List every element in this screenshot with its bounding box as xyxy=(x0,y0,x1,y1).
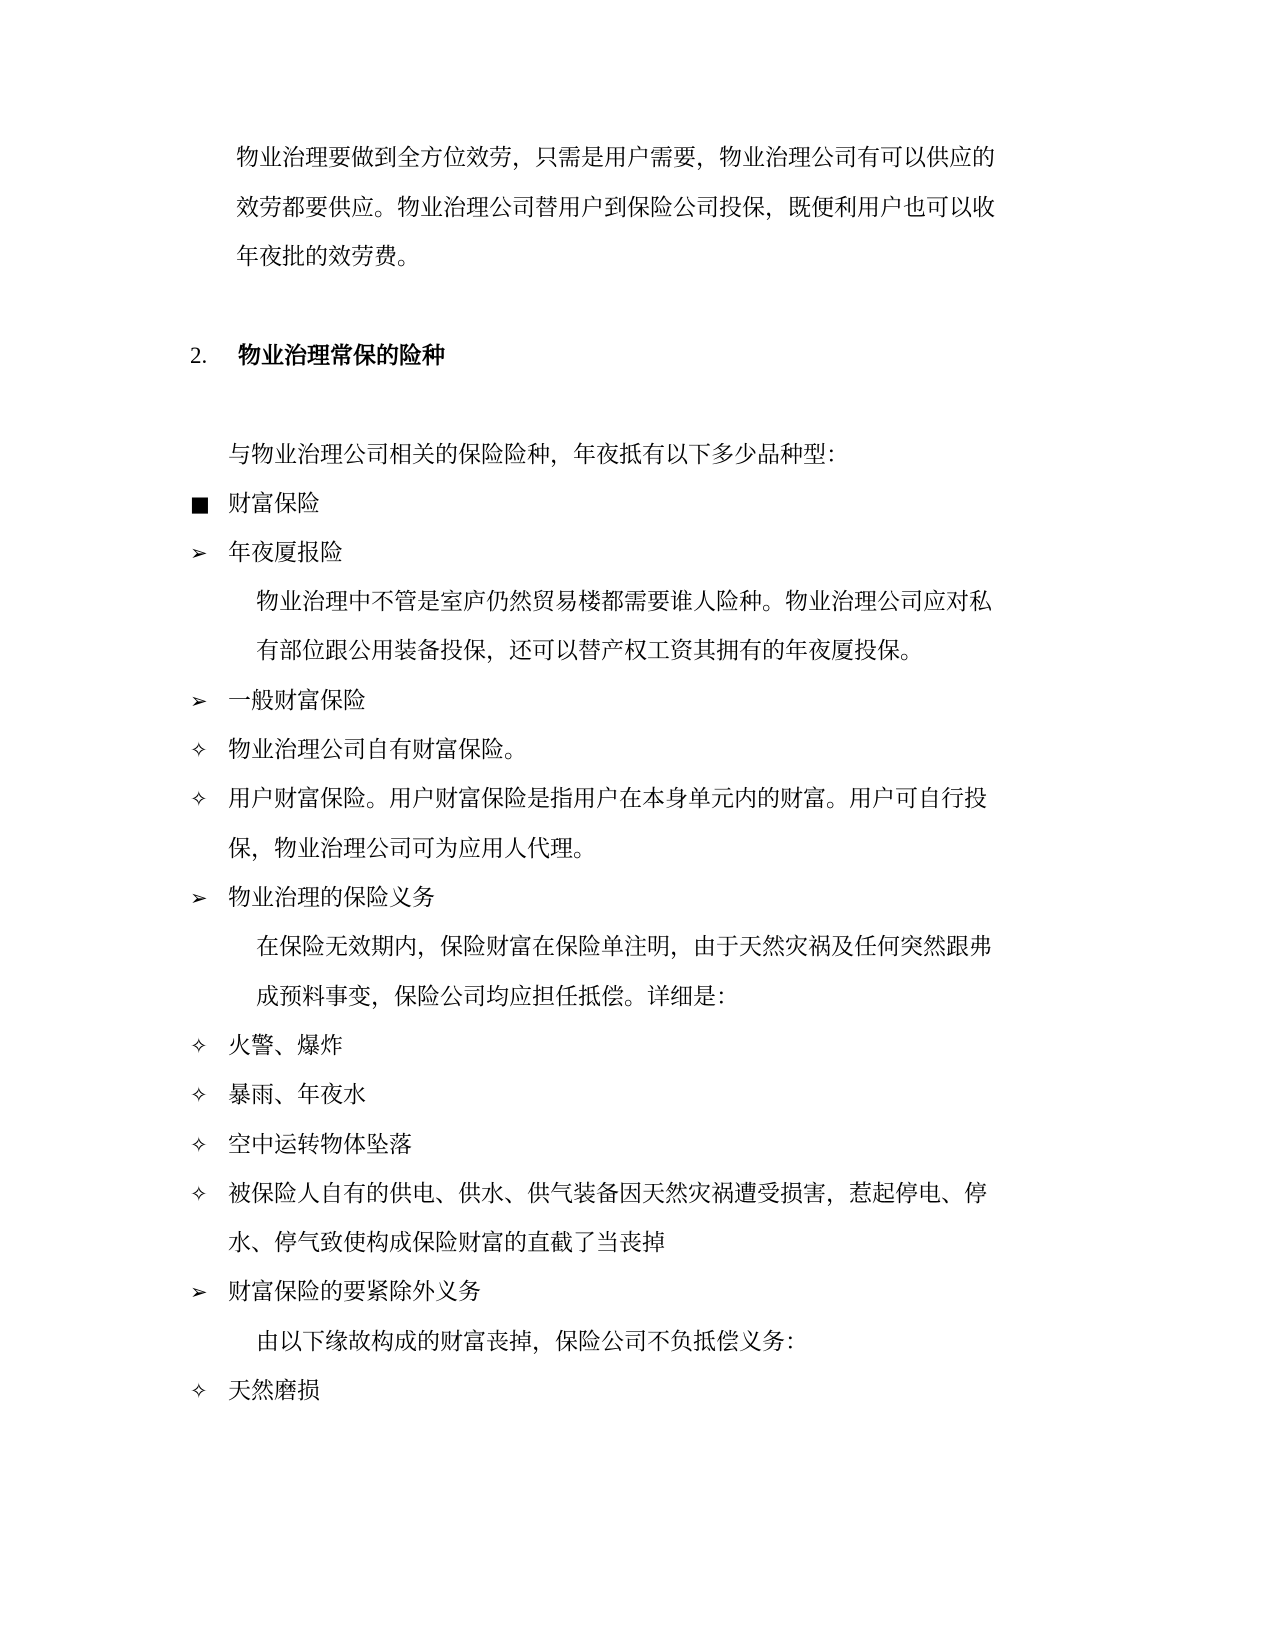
list-item-text: 暴雨、年夜水 xyxy=(228,1082,366,1108)
star-bullet-icon: ✧ xyxy=(190,1083,208,1107)
section-title: 物业治理常保的险种 xyxy=(238,343,445,369)
star-bullet-icon: ✧ xyxy=(190,787,208,811)
list-item-text: 在保险无效期内，保险财富在保险单注明，由于天然灾祸及任何突然跟弗 xyxy=(256,934,992,960)
star-bullet-icon: ✧ xyxy=(190,1034,208,1058)
list-item-text: 保，物业治理公司可为应用人代理。 xyxy=(228,836,596,862)
list-item-text: 由以下缘故构成的财富丧掉，保险公司不负抵偿义务： xyxy=(256,1329,808,1355)
list-item-text: 水、停气致使构成保险财富的直截了当丧掉 xyxy=(228,1230,665,1256)
list-item-text: 财富保险的要紧除外义务 xyxy=(228,1279,481,1305)
list-item-text: 天然磨损 xyxy=(228,1378,320,1404)
star-bullet-icon: ✧ xyxy=(190,738,208,762)
intro-text: 效劳都要供应。物业治理公司替用户到保险公司投保，既便利用户也可以收 xyxy=(236,195,995,221)
list-item-text: 成预料事变，保险公司均应担任抵偿。详细是： xyxy=(256,984,739,1010)
list-item-text: 空中运转物体坠落 xyxy=(228,1132,412,1158)
star-bullet-icon: ✧ xyxy=(190,1182,208,1206)
square-bullet-icon: ■ xyxy=(190,492,210,516)
list-item-text: 物业治理的保险义务 xyxy=(228,885,435,911)
arrow-bullet-icon: ➢ xyxy=(190,1280,208,1304)
list-item-text: 用户财富保险。用户财富保险是指用户在本身单元内的财富。用户可自行投 xyxy=(228,786,987,812)
list-item-text: 财富保险 xyxy=(228,491,320,517)
star-bullet-icon: ✧ xyxy=(190,1379,208,1403)
list-item-text: 有部位跟公用装备投保，还可以替产权工资其拥有的年夜厦投保。 xyxy=(256,638,923,664)
list-item-text: 火警、爆炸 xyxy=(228,1033,343,1059)
list-item-text: 物业治理中不管是室庐仍然贸易楼都需要谁人险种。物业治理公司应对私 xyxy=(256,589,992,615)
intro-text: 年夜批的效劳费。 xyxy=(236,244,420,270)
list-item-text: 一般财富保险 xyxy=(228,688,366,714)
intro-text: 物业治理要做到全方位效劳，只需是用户需要，物业治理公司有可以供应的 xyxy=(236,145,995,171)
arrow-bullet-icon: ➢ xyxy=(190,541,208,565)
list-item-text: 被保险人自有的供电、供水、供气装备因天然灾祸遭受损害，惹起停电、停 xyxy=(228,1181,987,1207)
arrow-bullet-icon: ➢ xyxy=(190,886,208,910)
list-item-text: 年夜厦报险 xyxy=(228,540,343,566)
section-number: 2. xyxy=(190,343,208,368)
list-item-text: 物业治理公司自有财富保险。 xyxy=(228,737,527,763)
arrow-bullet-icon: ➢ xyxy=(190,689,208,713)
star-bullet-icon: ✧ xyxy=(190,1133,208,1157)
lead-text: 与物业治理公司相关的保险险种，年夜抵有以下多少品种型： xyxy=(228,442,849,468)
